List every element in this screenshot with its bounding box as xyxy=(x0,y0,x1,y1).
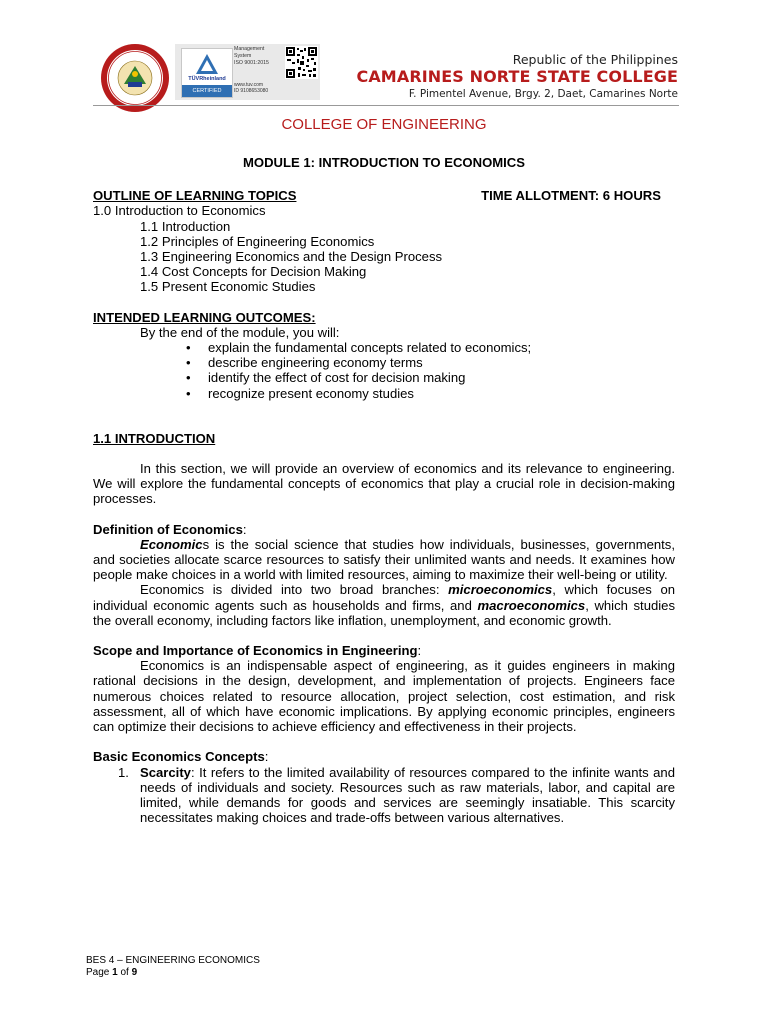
ilo-item: • describe engineering economy terms xyxy=(93,355,675,370)
tuv-logo xyxy=(181,48,233,98)
outline-item: 1.4 Cost Concepts for Decision Making xyxy=(140,264,367,280)
cert-line: Management xyxy=(234,46,265,52)
outline-heading: OUTLINE OF LEARNING TOPICS xyxy=(93,188,297,204)
ilo-item: • explain the fundamental concepts related to economics; xyxy=(93,340,675,355)
definition-term: Economic xyxy=(140,536,203,552)
definition-heading: Definition of Economics xyxy=(93,521,243,537)
page-word: Page xyxy=(86,967,113,978)
outline-item: 1.1 Introduction xyxy=(140,218,231,234)
tuv-triangle-icon xyxy=(195,53,219,75)
colon: : xyxy=(242,521,247,537)
page-total: 9 xyxy=(131,967,138,978)
branches-paragraph xyxy=(93,582,675,628)
page-of: of xyxy=(117,967,132,978)
header-divider xyxy=(93,105,679,106)
iso-certification-badge xyxy=(175,44,320,100)
ilo-intro: By the end of the module, you will: xyxy=(140,324,340,340)
qr-code-icon xyxy=(285,46,318,79)
college-name: CAMARINES NORTE STATE COLLEGE xyxy=(356,67,678,86)
ilo-heading: INTENDED LEARNING OUTCOMES: xyxy=(93,309,316,325)
colon: : xyxy=(264,749,269,765)
page-footer xyxy=(86,955,260,979)
concept-item xyxy=(93,765,675,826)
page-current: 1 xyxy=(112,967,118,978)
microeconomics-term: microeconomics xyxy=(448,582,553,598)
intro-paragraph: In this section, we will provide an overview of economics and its relevance to engineering. We will explore the fundamental concepts of economics that play a crucial role in decision-making processes. xyxy=(93,461,675,507)
tuv-brand-text: TÜVRheinland xyxy=(188,76,226,82)
outline-item: 1.2 Principles of Engineering Economics xyxy=(140,233,375,249)
concepts-list xyxy=(93,765,675,826)
outline-item: 1.5 Present Economic Studies xyxy=(140,279,316,295)
outline-item: 1.3 Engineering Economics and the Design Process xyxy=(140,249,443,265)
ilo-item: • identify the effect of cost for decision making xyxy=(93,370,675,385)
concept-term: Scarcity xyxy=(140,764,191,780)
cert-meta xyxy=(234,82,286,94)
cert-description xyxy=(234,46,284,66)
footer-course: BES 4 – ENGINEERING ECONOMICS xyxy=(86,955,260,966)
definition-text: is the social science that studies how individuals, businesses, governments, and societies allocate scarce resources to satisfy their unlimited wants and needs. It examines how people make choices in a world with limited resources, aiming to maximize their well-being or utility. xyxy=(93,536,675,583)
scope-paragraph: Economics is an indispensable aspect of engineering, as it guides engineers in making rational decisions in the design, development, and implementation of projects. Engineers face numerous choices related to resource allocation, project selection, cost estimation, and risk assessment, all of which have economic implications. By applying economic principles, engineers can optimize their decisions to achieve efficiency and effectiveness in their projects. xyxy=(93,658,675,735)
intro-heading: 1.1 INTRODUCTION xyxy=(93,430,216,446)
definition-paragraph xyxy=(93,537,675,583)
definition-term-suffix: s xyxy=(202,536,210,552)
cert-id: ID 9108653080 xyxy=(234,88,269,95)
branches-text: , which focuses on individual economic agents such as households and firms, and xyxy=(93,582,676,613)
republic-text: Republic of the Philippines xyxy=(512,52,678,67)
scope-heading: Scope and Importance of Economics in Engineering xyxy=(93,643,418,659)
concept-text: : It refers to the limited availability of resources compared to the infinite wants and needs of individuals and society. Resources such as raw materials, labor, and capital are limited, while demands for goods and services are seemingly insatiable. This scarcity necessitates making choices and trade-offs between various alternatives. xyxy=(140,764,675,826)
basic-concepts-heading: Basic Economics Concepts xyxy=(93,749,265,765)
ilo-list xyxy=(93,340,675,401)
certified-label: CERTIFIED xyxy=(182,85,232,97)
college-seal-logo xyxy=(99,42,171,114)
college-address: F. Pimentel Avenue, Brgy. 2, Daet, Camarines Norte xyxy=(408,88,678,100)
outline-header-row xyxy=(93,188,675,203)
page-number xyxy=(86,967,260,979)
module-title: MODULE 1: INTRODUCTION TO ECONOMICS xyxy=(242,155,525,170)
cert-line: System xyxy=(234,52,252,59)
concept-number: 1. xyxy=(118,764,129,780)
definition-heading-line xyxy=(93,522,675,537)
scope-heading-line xyxy=(93,643,675,658)
page-header xyxy=(0,0,768,110)
cert-url: www.tuv.com xyxy=(234,82,264,88)
document-body xyxy=(93,155,675,825)
ilo-item: • recognize present economy studies xyxy=(93,386,675,401)
colon: : xyxy=(417,643,422,659)
time-allotment: TIME ALLOTMENT: 6 HOURS xyxy=(481,188,661,204)
macroeconomics-term: macroeconomics xyxy=(477,597,586,613)
department-title: COLLEGE OF ENGINEERING xyxy=(281,116,487,133)
branches-text: Economics is divided into two broad branches: xyxy=(140,582,449,598)
outline-main-topic: 1.0 Introduction to Economics xyxy=(93,203,266,219)
cert-line: ISO 9001:2015 xyxy=(234,59,269,66)
branches-text: , which studies the overall economy, including factors like inflation, unemployment, and economic growth. xyxy=(93,597,675,628)
basic-concepts-heading-line xyxy=(93,749,675,764)
